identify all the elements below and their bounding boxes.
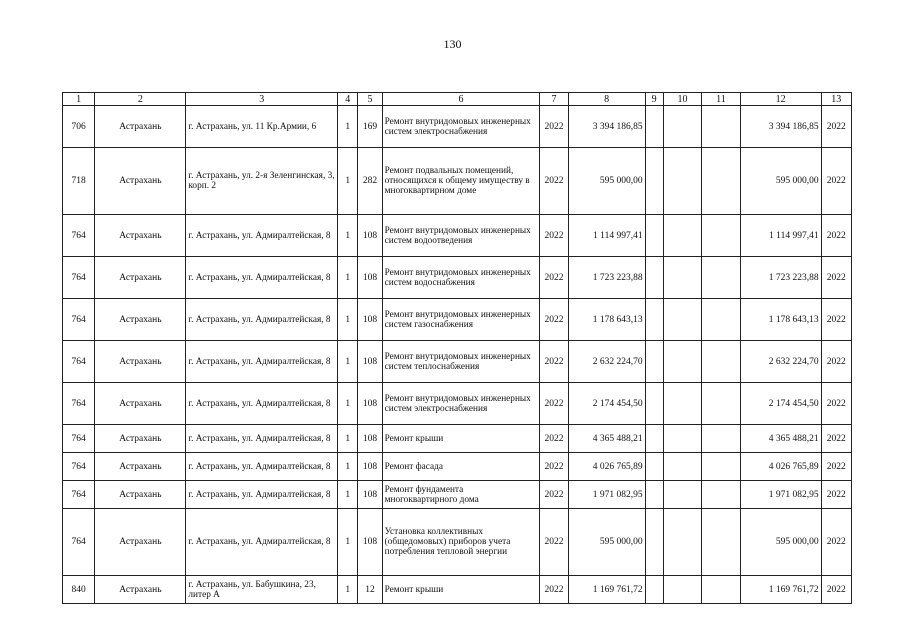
- column-header: 6: [382, 93, 540, 106]
- year-cell: 2022: [540, 509, 568, 576]
- empty-cell: [645, 257, 663, 299]
- year-cell: 2022: [540, 299, 568, 341]
- empty-cell: [663, 257, 701, 299]
- work-type-cell: Ремонт внутридомовых инженерных систем водоотведения: [382, 215, 540, 257]
- column-header: 11: [702, 93, 740, 106]
- municipality-cell: Астрахань: [95, 148, 186, 215]
- completion-year-cell: 2022: [821, 576, 851, 604]
- address-cell: г. Астрахань, ул. 2-я Зеленгинская, 3, корп. 2: [186, 148, 338, 215]
- table-row: [63, 341, 852, 383]
- object-number-cell: 840: [63, 576, 95, 604]
- address-cell: г. Астрахань, ул. Адмиралтейская, 8: [186, 481, 338, 509]
- completion-year-cell: 2022: [821, 383, 851, 425]
- total-cost-cell: 595 000,00: [740, 148, 821, 215]
- house-id-cell: 169: [358, 106, 382, 148]
- address-cell: г. Астрахань, ул. Бабушкина, 23, литер А: [186, 576, 338, 604]
- municipality-cell: Астрахань: [95, 425, 186, 453]
- completion-year-cell: 2022: [821, 257, 851, 299]
- empty-cell: [702, 509, 740, 576]
- total-cost-cell: 1 971 082,95: [740, 481, 821, 509]
- table-row: [63, 383, 852, 425]
- house-id-cell: 108: [358, 509, 382, 576]
- empty-cell: [702, 481, 740, 509]
- completion-year-cell: 2022: [821, 341, 851, 383]
- year-cell: 2022: [540, 106, 568, 148]
- empty-cell: [645, 453, 663, 481]
- house-id-cell: 108: [358, 383, 382, 425]
- total-cost-cell: 3 394 186,85: [740, 106, 821, 148]
- object-number-cell: 764: [63, 425, 95, 453]
- work-type-cell: Ремонт внутридомовых инженерных систем газоснабжения: [382, 299, 540, 341]
- column-header: 13: [821, 93, 851, 106]
- cost-cell: 2 174 454,50: [568, 383, 645, 425]
- total-cost-cell: 4 365 488,21: [740, 425, 821, 453]
- empty-cell: [702, 106, 740, 148]
- page-number: 130: [443, 37, 462, 51]
- cost-cell: 1 723 223,88: [568, 257, 645, 299]
- address-cell: г. Астрахань, ул. Адмиралтейская, 8: [186, 509, 338, 576]
- work-type-cell: Ремонт внутридомовых инженерных систем электроснабжения: [382, 383, 540, 425]
- address-cell: г. Астрахань, ул. Адмиралтейская, 8: [186, 383, 338, 425]
- year-cell: 2022: [540, 576, 568, 604]
- empty-cell: [645, 425, 663, 453]
- municipality-cell: Астрахань: [95, 257, 186, 299]
- object-number-cell: 764: [63, 215, 95, 257]
- work-type-cell: Ремонт фундамента многоквартирного дома: [382, 481, 540, 509]
- empty-cell: [663, 215, 701, 257]
- municipality-cell: Астрахань: [95, 299, 186, 341]
- table-row: [63, 453, 852, 481]
- empty-cell: [645, 106, 663, 148]
- count-cell: 1: [338, 425, 358, 453]
- municipality-cell: Астрахань: [95, 383, 186, 425]
- year-cell: 2022: [540, 383, 568, 425]
- count-cell: 1: [338, 341, 358, 383]
- count-cell: 1: [338, 383, 358, 425]
- table-row: [63, 576, 852, 604]
- municipality-cell: Астрахань: [95, 576, 186, 604]
- empty-cell: [702, 148, 740, 215]
- municipality-cell: Астрахань: [95, 106, 186, 148]
- column-header: 3: [186, 93, 338, 106]
- empty-cell: [702, 576, 740, 604]
- table-row: [63, 148, 852, 215]
- object-number-cell: 764: [63, 299, 95, 341]
- completion-year-cell: 2022: [821, 148, 851, 215]
- cost-cell: 595 000,00: [568, 509, 645, 576]
- column-header: 12: [740, 93, 821, 106]
- work-type-cell: Ремонт внутридомовых инженерных систем электроснабжения: [382, 106, 540, 148]
- work-type-cell: Ремонт крыши: [382, 576, 540, 604]
- empty-cell: [663, 453, 701, 481]
- empty-cell: [663, 576, 701, 604]
- empty-cell: [702, 383, 740, 425]
- completion-year-cell: 2022: [821, 453, 851, 481]
- empty-cell: [702, 341, 740, 383]
- municipality-cell: Астрахань: [95, 341, 186, 383]
- empty-cell: [645, 509, 663, 576]
- column-header: 10: [663, 93, 701, 106]
- object-number-cell: 764: [63, 341, 95, 383]
- object-number-cell: 764: [63, 481, 95, 509]
- house-id-cell: 108: [358, 481, 382, 509]
- municipality-cell: Астрахань: [95, 215, 186, 257]
- empty-cell: [645, 215, 663, 257]
- house-id-cell: 12: [358, 576, 382, 604]
- empty-cell: [663, 299, 701, 341]
- table-row: [63, 425, 852, 453]
- total-cost-cell: 1 178 643,13: [740, 299, 821, 341]
- cost-cell: 4 365 488,21: [568, 425, 645, 453]
- cost-cell: 1 169 761,72: [568, 576, 645, 604]
- empty-cell: [645, 576, 663, 604]
- empty-cell: [645, 299, 663, 341]
- count-cell: 1: [338, 453, 358, 481]
- empty-cell: [645, 148, 663, 215]
- empty-cell: [663, 148, 701, 215]
- column-header: 5: [358, 93, 382, 106]
- completion-year-cell: 2022: [821, 299, 851, 341]
- address-cell: г. Астрахань, ул. Адмиралтейская, 8: [186, 299, 338, 341]
- column-header: 8: [568, 93, 645, 106]
- year-cell: 2022: [540, 257, 568, 299]
- work-type-cell: Ремонт подвальных помещений, относящихся к общему имуществу в многоквартирном доме: [382, 148, 540, 215]
- municipality-cell: Астрахань: [95, 481, 186, 509]
- column-number-header-row: [63, 93, 852, 106]
- total-cost-cell: 2 174 454,50: [740, 383, 821, 425]
- municipality-cell: Астрахань: [95, 453, 186, 481]
- completion-year-cell: 2022: [821, 509, 851, 576]
- work-type-cell: Ремонт внутридомовых инженерных систем водоснабжения: [382, 257, 540, 299]
- empty-cell: [702, 215, 740, 257]
- work-type-cell: Ремонт крыши: [382, 425, 540, 453]
- total-cost-cell: 1 723 223,88: [740, 257, 821, 299]
- cost-cell: 4 026 765,89: [568, 453, 645, 481]
- completion-year-cell: 2022: [821, 481, 851, 509]
- empty-cell: [663, 509, 701, 576]
- object-number-cell: 764: [63, 257, 95, 299]
- object-number-cell: 706: [63, 106, 95, 148]
- address-cell: г. Астрахань, ул. 11 Кр.Армии, 6: [186, 106, 338, 148]
- house-id-cell: 108: [358, 299, 382, 341]
- total-cost-cell: 1 114 997,41: [740, 215, 821, 257]
- year-cell: 2022: [540, 425, 568, 453]
- object-number-cell: 764: [63, 509, 95, 576]
- cost-cell: 2 632 224,70: [568, 341, 645, 383]
- empty-cell: [663, 341, 701, 383]
- total-cost-cell: 1 169 761,72: [740, 576, 821, 604]
- house-id-cell: 108: [358, 425, 382, 453]
- house-id-cell: 108: [358, 215, 382, 257]
- year-cell: 2022: [540, 148, 568, 215]
- empty-cell: [663, 106, 701, 148]
- total-cost-cell: 2 632 224,70: [740, 341, 821, 383]
- object-number-cell: 764: [63, 453, 95, 481]
- cost-cell: 1 114 997,41: [568, 215, 645, 257]
- count-cell: 1: [338, 481, 358, 509]
- empty-cell: [645, 383, 663, 425]
- completion-year-cell: 2022: [821, 106, 851, 148]
- address-cell: г. Астрахань, ул. Адмиралтейская, 8: [186, 257, 338, 299]
- municipality-cell: Астрахань: [95, 509, 186, 576]
- year-cell: 2022: [540, 453, 568, 481]
- house-id-cell: 108: [358, 341, 382, 383]
- count-cell: 1: [338, 106, 358, 148]
- count-cell: 1: [338, 257, 358, 299]
- empty-cell: [663, 383, 701, 425]
- address-cell: г. Астрахань, ул. Адмиралтейская, 8: [186, 453, 338, 481]
- cost-cell: 1 971 082,95: [568, 481, 645, 509]
- object-number-cell: 764: [63, 383, 95, 425]
- repair-program-table: [62, 92, 852, 604]
- empty-cell: [702, 257, 740, 299]
- work-type-cell: Ремонт фасада: [382, 453, 540, 481]
- column-header: 9: [645, 93, 663, 106]
- empty-cell: [702, 425, 740, 453]
- count-cell: 1: [338, 215, 358, 257]
- year-cell: 2022: [540, 481, 568, 509]
- total-cost-cell: 4 026 765,89: [740, 453, 821, 481]
- empty-cell: [663, 425, 701, 453]
- table-row: [63, 509, 852, 576]
- table-row: [63, 215, 852, 257]
- total-cost-cell: 595 000,00: [740, 509, 821, 576]
- year-cell: 2022: [540, 341, 568, 383]
- year-cell: 2022: [540, 215, 568, 257]
- column-header: 1: [63, 93, 95, 106]
- empty-cell: [702, 299, 740, 341]
- address-cell: г. Астрахань, ул. Адмиралтейская, 8: [186, 341, 338, 383]
- work-type-cell: Ремонт внутридомовых инженерных систем теплоснабжения: [382, 341, 540, 383]
- cost-cell: 3 394 186,85: [568, 106, 645, 148]
- count-cell: 1: [338, 509, 358, 576]
- object-number-cell: 718: [63, 148, 95, 215]
- work-type-cell: Установка коллективных (общедомовых) приборов учета потребления тепловой энергии: [382, 509, 540, 576]
- table-row: [63, 106, 852, 148]
- column-header: 2: [95, 93, 186, 106]
- empty-cell: [663, 481, 701, 509]
- address-cell: г. Астрахань, ул. Адмиралтейская, 8: [186, 425, 338, 453]
- table-row: [63, 257, 852, 299]
- empty-cell: [645, 341, 663, 383]
- count-cell: 1: [338, 299, 358, 341]
- table-row: [63, 481, 852, 509]
- completion-year-cell: 2022: [821, 215, 851, 257]
- cost-cell: 1 178 643,13: [568, 299, 645, 341]
- empty-cell: [702, 453, 740, 481]
- house-id-cell: 108: [358, 453, 382, 481]
- completion-year-cell: 2022: [821, 425, 851, 453]
- count-cell: 1: [338, 148, 358, 215]
- house-id-cell: 108: [358, 257, 382, 299]
- column-header: 4: [338, 93, 358, 106]
- count-cell: 1: [338, 576, 358, 604]
- column-header: 7: [540, 93, 568, 106]
- empty-cell: [645, 481, 663, 509]
- house-id-cell: 282: [358, 148, 382, 215]
- address-cell: г. Астрахань, ул. Адмиралтейская, 8: [186, 215, 338, 257]
- table-row: [63, 299, 852, 341]
- cost-cell: 595 000,00: [568, 148, 645, 215]
